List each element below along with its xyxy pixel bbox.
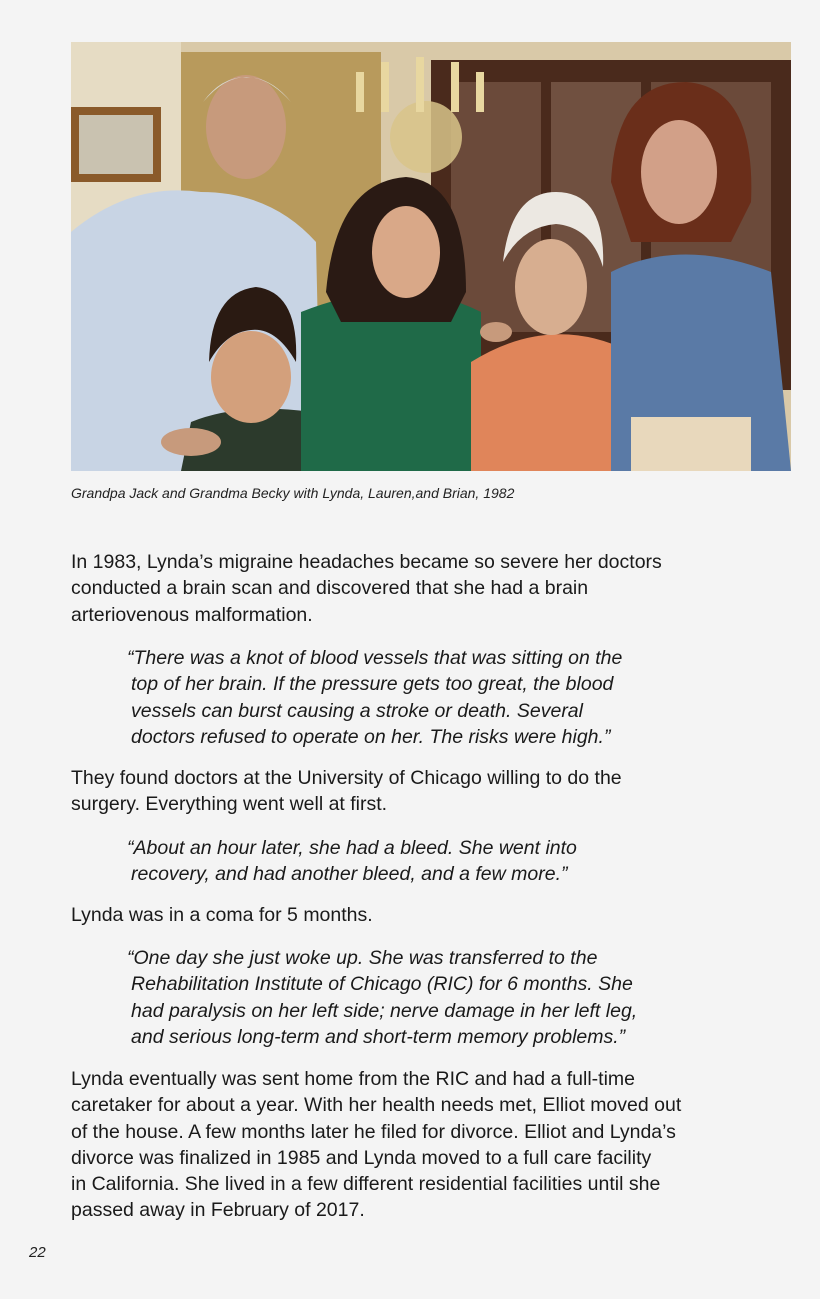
q1-line: vessels can burst causing a stroke or death. Several (131, 699, 583, 722)
p3-line: Lynda was in a coma for 5 months. (71, 904, 373, 926)
q1-line: doctors refused to operate on her. The risks were high.” (131, 725, 611, 748)
paragraph-3 (71, 902, 791, 928)
q3-line: had paralysis on her left side; nerve damage in her left leg, (131, 999, 638, 1022)
q3-line: “One day she just woke up. She was transferred to the (127, 947, 598, 969)
p4-line: divorce was finalized in 1985 and Lynda moved to a full care facility (71, 1146, 652, 1169)
paragraph-1 (71, 549, 791, 628)
page-number: 22 (29, 1244, 46, 1261)
family-photo (71, 42, 791, 471)
q1-line: top of her brain. If the pressure gets too great, the blood (131, 673, 614, 696)
quote-2 (127, 835, 727, 888)
p1-line: In 1983, Lynda’s migraine headaches became so severe her doctors (71, 551, 662, 573)
p4-line: caretaker for about a year. With her health needs met, Elliot moved out (71, 1094, 682, 1117)
quote-1 (127, 645, 727, 750)
p2-line: surgery. Everything went well at first. (71, 793, 388, 816)
paragraph-2 (71, 765, 791, 818)
q3-line: Rehabilitation Institute of Chicago (RIC) for 6 months. She (131, 973, 633, 996)
p4-line: of the house. A few months later he filed for divorce. Elliot and Lynda’s (71, 1120, 676, 1143)
q3-line: and serious long-term and short-term memory problems.” (131, 1025, 626, 1048)
quote-3 (127, 945, 727, 1050)
family-photo-illustration (71, 42, 791, 471)
p4-line: passed away in February of 2017. (71, 1199, 365, 1222)
p4-line: Lynda eventually was sent home from the RIC and had a full-time (71, 1068, 635, 1090)
photo-caption: Grandpa Jack and Grandma Becky with Lynda, Lauren,and Brian, 1982 (71, 485, 515, 501)
paragraph-4 (71, 1066, 791, 1224)
p4-line: in California. She lived in a few different residential facilities until she (71, 1173, 661, 1196)
p1-line: arteriovenous malformation. (71, 603, 313, 626)
q2-line: “About an hour later, she had a bleed. She went into (127, 837, 577, 859)
q1-line: “There was a knot of blood vessels that was sitting on the (127, 647, 623, 669)
q2-line: recovery, and had another bleed, and a few more.” (131, 863, 568, 886)
p1-line: conducted a brain scan and discovered that she had a brain (71, 577, 589, 600)
p2-line: They found doctors at the University of Chicago willing to do the (71, 767, 622, 789)
